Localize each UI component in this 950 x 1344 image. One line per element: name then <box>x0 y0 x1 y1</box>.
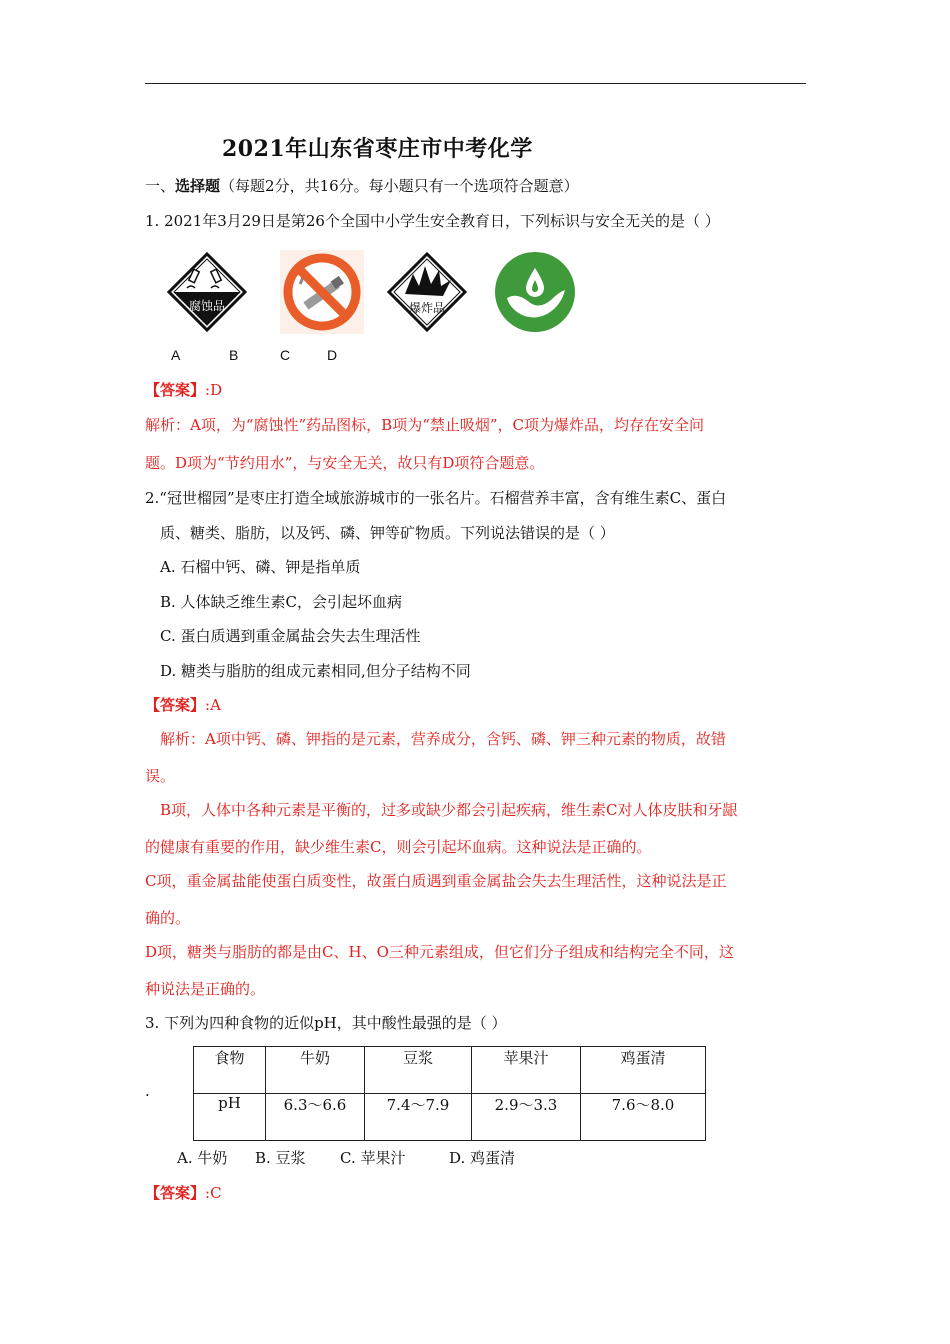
table-cell: 鸡蛋清 <box>581 1047 706 1094</box>
q1-option-b: B <box>229 347 239 363</box>
table-cell: 豆浆 <box>365 1047 472 1094</box>
section-heading <box>145 175 579 196</box>
q2-analysis-line: C项，重金属盐能使蛋白质变性，故蛋白质遇到重金属盐会失去生理活性，这种说法是正 <box>145 872 727 890</box>
water-saving-icon <box>493 250 577 334</box>
q2-stem-line: 2.“冠世榴园”是枣庄打造全域旅游城市的一张名片。石榴营养丰富，含有维生素C、蛋白 <box>145 489 727 507</box>
q2-option-a: A. 石榴中钙、磷、钾是指单质 <box>160 558 361 576</box>
table-cell: 苹果汁 <box>472 1047 581 1094</box>
q2-analysis-line: 解析：A项中钙、磷、钾指的是元素，营养成分，含钙、磷、钾三种元素的物质，故错 <box>160 730 726 748</box>
q3-answer <box>145 1182 222 1203</box>
no-smoking-icon <box>280 250 364 334</box>
q2-answer-label: 【答案】 <box>145 696 206 714</box>
table-cell: pH <box>194 1094 266 1141</box>
q1-option-a: A <box>171 347 181 363</box>
q3-option-b: B. 豆浆 <box>255 1149 306 1167</box>
section-name: 选择题 <box>175 177 221 195</box>
q2-option-b: B. 人体缺乏维生素C，会引起坏血病 <box>160 593 403 611</box>
table-cell: 6.3～6.6 <box>266 1094 365 1141</box>
ph-table <box>193 1046 706 1141</box>
table-cell: 牛奶 <box>266 1047 365 1094</box>
header-rule <box>145 83 806 84</box>
q2-option-c: C. 蛋白质遇到重金属盐会失去生理活性 <box>160 627 421 645</box>
q2-analysis-line: 确的。 <box>145 909 191 927</box>
q2-analysis-line: 种说法是正确的。 <box>145 980 266 998</box>
q2-stem-line: 质、糖类、脂肪，以及钙、磷、钾等矿物质。下列说法错误的是（ ） <box>160 524 615 542</box>
q3-stem: 3. 下列为四种食物的近似pH，其中酸性最强的是（ ） <box>145 1014 507 1032</box>
q2-analysis-line: 误。 <box>145 767 176 785</box>
q1-answer <box>145 379 222 400</box>
table-row <box>194 1094 706 1141</box>
q3-option-a: A. 牛奶 <box>177 1149 228 1167</box>
q1-answer-value: :D <box>205 381 223 399</box>
section-prefix: 一、 <box>145 177 176 195</box>
q3-answer-value: :C <box>205 1184 222 1202</box>
table-cell: 食物 <box>194 1047 266 1094</box>
q3-option-d: D. 鸡蛋清 <box>449 1149 516 1167</box>
table-cell: 7.6～8.0 <box>581 1094 706 1141</box>
table-cell: 2.9～3.3 <box>472 1094 581 1141</box>
section-desc: （每题2分，共16分。每小题只有一个选项符合题意） <box>220 177 579 195</box>
q3-option-c: C. 苹果汁 <box>340 1149 406 1167</box>
explosive-icon <box>385 250 469 334</box>
q1-option-d: D <box>327 347 338 363</box>
q3-dot: . <box>145 1082 150 1100</box>
q2-analysis-line: B项，人体中各种元素是平衡的，过多或缺少都会引起疾病，维生素C对人体皮肤和牙龈 <box>160 801 738 819</box>
explosive-label: 爆炸品 <box>408 301 446 315</box>
q2-option-d: D. 糖类与脂肪的组成元素相同,但分子结构不同 <box>160 662 471 680</box>
q1-answer-label: 【答案】 <box>145 381 206 399</box>
q1-stem: 1. 2021年3月29日是第26个全国中小学生安全教育日，下列标识与安全无关的是（ ） <box>145 212 720 230</box>
q3-answer-label: 【答案】 <box>145 1184 206 1202</box>
page-title: 2021年山东省枣庄市中考化学 <box>222 136 533 162</box>
q2-answer <box>145 694 221 715</box>
q2-analysis-line: D项，糖类与脂肪的都是由C、H、O三种元素组成，但它们分子组成和结构完全不同，这 <box>145 943 734 961</box>
table-row <box>194 1047 706 1094</box>
q2-answer-value: :A <box>205 696 221 714</box>
corrosive-icon <box>165 250 249 334</box>
corrosive-label: 腐蚀品 <box>188 299 226 313</box>
q1-analysis-line: 解析：A项，为“腐蚀性”药品图标，B项为“禁止吸烟”，C项为爆炸品，均存在安全问 <box>145 416 705 434</box>
table-cell: 7.4～7.9 <box>365 1094 472 1141</box>
q1-analysis-line: 题。D项为“节约用水”，与安全无关，故只有D项符合题意。 <box>145 454 545 472</box>
q1-option-c: C <box>280 347 291 363</box>
q2-analysis-line: 的健康有重要的作用，缺少维生素C，则会引起坏血病。这种说法是正确的。 <box>145 838 652 856</box>
